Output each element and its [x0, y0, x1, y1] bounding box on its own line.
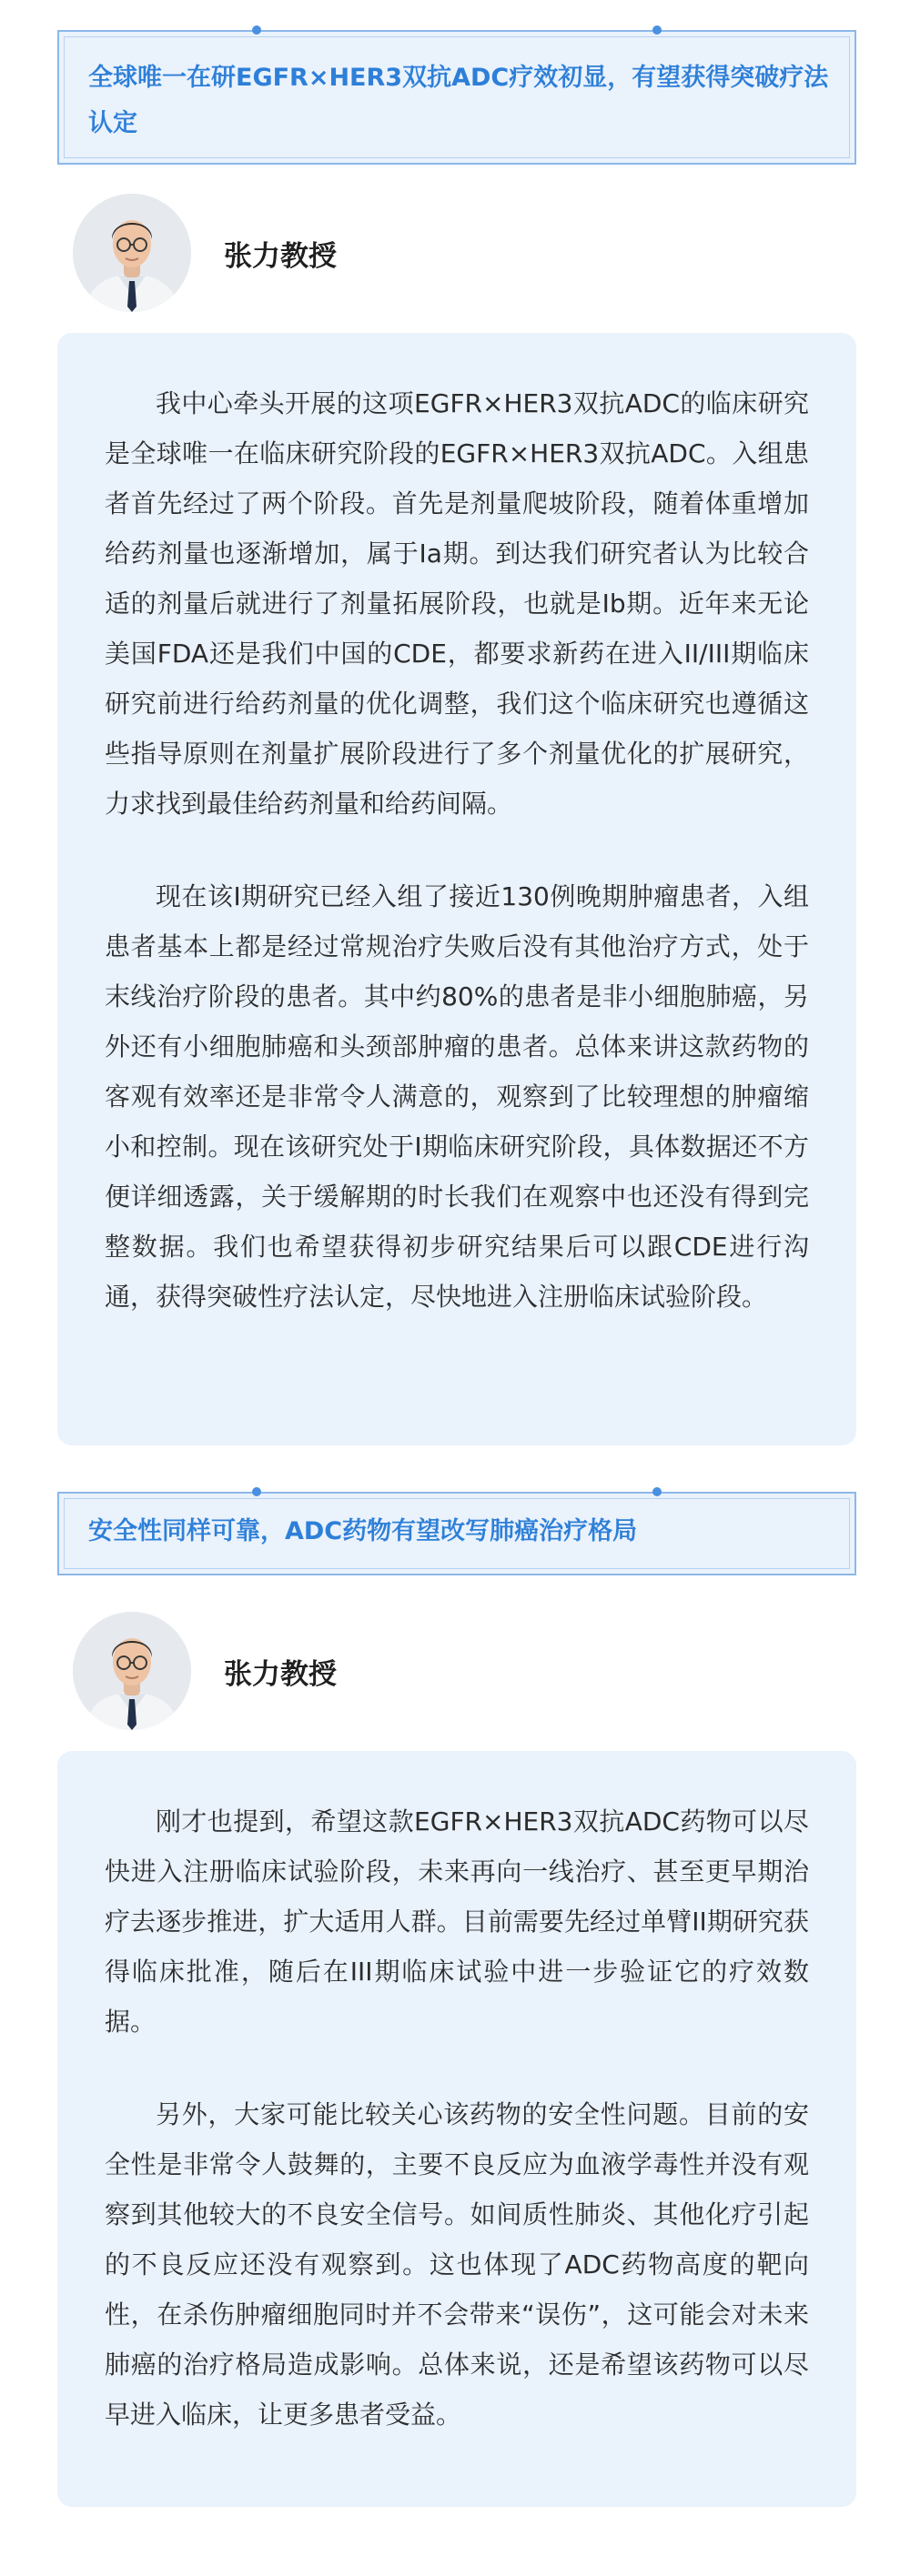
- section-title-box: [57, 1492, 856, 1575]
- decorative-dot-icon: [252, 25, 261, 35]
- content-card: [57, 1751, 856, 2507]
- portrait-image: [73, 1612, 191, 1730]
- speaker-avatar: [73, 1612, 191, 1730]
- paragraph: 刚才也提到，希望这款EGFR×HER3双抗ADC药物可以尽快进入注册临床试验阶段，未来再向一线治疗、甚至更早期治疗去逐步推进，扩大适用人群。目前需要先经过单臂II期研究获得临床批准，随后在III期临床试验中进一步验证它的疗效数据。: [105, 1806, 809, 2037]
- decorative-dot-icon: [252, 1487, 261, 1496]
- paragraph: 另外，大家可能比较关心该药物的安全性问题。目前的安全性是非常令人鼓舞的，主要不良反应为血液学毒性并没有观察到其他较大的不良安全信号。如间质性肺炎、其他化疗引起的不良反应还没有观察到。这也体现了ADC药物高度的靶向性，在杀伤肿瘤细胞同时并不会带来“误伤”，这可能会对未来肺癌的治疗格局造成影响。总体来说，还是希望该药物可以尽早进入临床，让更多患者受益。: [105, 2099, 809, 2430]
- speaker-name: 张力教授: [224, 1657, 337, 1691]
- content-card: [57, 333, 856, 1445]
- speaker-avatar: [73, 194, 191, 312]
- speaker-row: [73, 194, 337, 312]
- paragraph: 现在该I期研究已经入组了接近130例晚期肿瘤患者，入组患者基本上都是经过常规治疗失败后没有其他治疗方式，处于末线治疗阶段的患者。其中约80%的患者是非小细胞肺癌，另外还有小细胞肺癌和头颈部肿瘤的患者。总体来讲这款药物的客观有效率还是非常令人满意的，观察到了比较理想的肿瘤缩小和控制。现在该研究处于I期临床研究阶段，具体数据还不方便详细透露，关于缓解期的时长我们在观察中也还没有得到完整数据。我们也希望获得初步研究结果后可以跟CDE进行沟通，获得突破性疗法认定，尽快地进入注册临床试验阶段。: [105, 881, 809, 1312]
- section-title-box: [57, 30, 856, 165]
- section-title: 全球唯一在研EGFR×HER3双抗ADC疗效初显，有望获得突破疗法认定: [88, 64, 829, 137]
- portrait-image: [73, 194, 191, 312]
- decorative-dot-icon: [652, 25, 662, 35]
- section-title: 安全性同样可靠，ADC药物有望改写肺癌治疗格局: [88, 1517, 638, 1545]
- speaker-name: 张力教授: [224, 239, 337, 273]
- speaker-row: [73, 1612, 337, 1730]
- paragraph: 我中心牵头开展的这项EGFR×HER3双抗ADC的临床研究是全球唯一在临床研究阶段的EGFR×HER3双抗ADC。入组患者首先经过了两个阶段。首先是剂量爬坡阶段，随着体重增加给药剂量也逐渐增加，属于Ia期。到达我们研究者认为比较合适的剂量后就进行了剂量拓展阶段，也就是Ib期。近年来无论美国FDA还是我们中国的CDE，都要求新药在进入II/III期临床研究前进行给药剂量的优化调整，我们这个临床研究也遵循这些指导原则在剂量扩展阶段进行了多个剂量优化的扩展研究，力求找到最佳给药剂量和给药间隔。: [105, 388, 809, 819]
- decorative-dot-icon: [652, 1487, 662, 1496]
